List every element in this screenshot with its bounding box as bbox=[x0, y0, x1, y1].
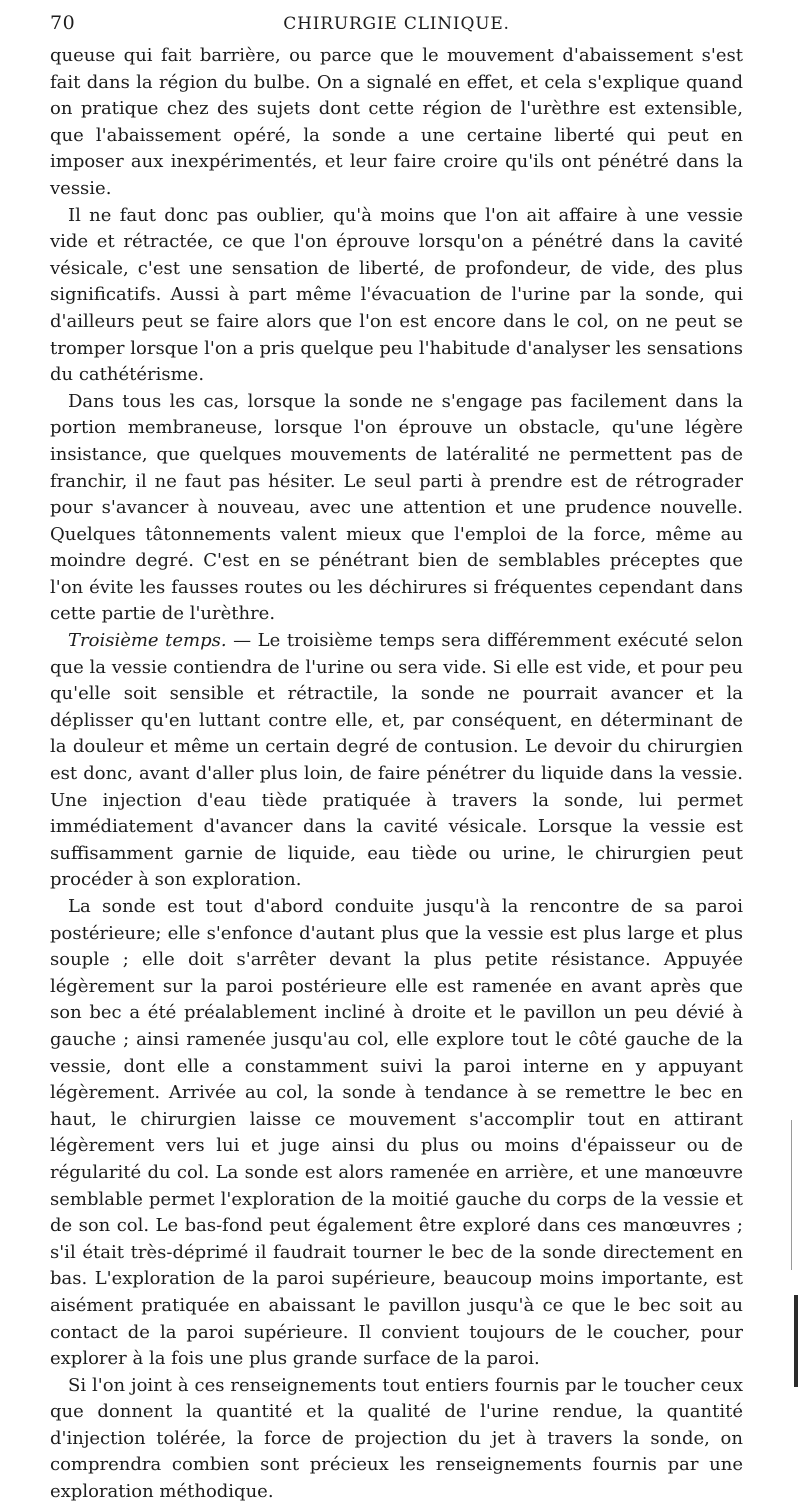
body-text bbox=[50, 43, 743, 1506]
paragraph-2: Il ne faut donc pas oublier, qu'à moins que l'on ait affaire à une vessie vide et rétractée, ce que l'on éprouve lorsqu'on a pénétré dans la cavité vésicale, c'est une sensation de liberté, de profondeur, de vide, des plus significatifs. Aussi à part même l'évacuation de l'urine par la sonde, qui d'ailleurs peut se faire alors que l'on est encore dans le col, on ne peut se tromper lorsque l'on a pris quelque peu l'habitude d'analyser les sensations du cathétérisme. bbox=[50, 204, 743, 386]
paragraph-5: La sonde est tout d'abord conduite jusqu'à la rencontre de sa paroi postérieure; elle s'enfonce d'autant plus que la vessie est plus large et plus souple ; elle doit s'arrêter devant la plus petite résistance. Appuyée légèrement sur la paroi postérieure elle est ramenée en avant après que son bec a été préalablement incliné à droite et le pavillon un peu dévié à gauche ; ainsi ramenée jusqu'au col, elle explore tout le côté gauche de la vessie, dont elle a constamment suivi la paroi interne en y appuyant légèrement. Arrivée au col, la sonde à tendance à se remettre le bec en haut, le chirurgien laisse ce mouvement s'accomplir tout en attirant légèrement vers lui et juge ainsi du plus ou moins d'épaisseur ou de régularité du col. La sonde est alors ramenée en arrière, et une manœuvre semblable permet l'exploration de la moitié gauche du corps de la vessie et de son col. Le bas-fond peut également être exploré dans ces manœuvres ; s'il était très-déprimé il faudrait tourner le bec de la sonde directement en bas. L'exploration de la paroi supérieure, beaucoup moins importante, est aisément pratiquée en abaissant le pavillon jusqu'à ce que le bec soit au contact de la paroi supérieure. Il convient toujours de le coucher, pour explorer à la fois une plus grande surface de la paroi. bbox=[50, 896, 743, 1370]
running-title: CHIRURGIE CLINIQUE. bbox=[283, 14, 510, 34]
page-edge-shadow bbox=[791, 1120, 792, 1270]
page-number: 70 bbox=[50, 12, 76, 34]
paragraph-1: queuse qui fait barrière, ou parce que le mouvement d'abaissement s'est fait dans la région du bulbe. On a signalé en effet, et cela s'explique quand on pratique chez des sujets dont cette région de l'urèthre est extensible, que l'abaissement opéré, la sonde a une certaine liberté qui peut en imposer aux inexpérimentés, et leur faire croire qu'ils ont pénétré dans la vessie. bbox=[50, 45, 743, 199]
section-label-third-time: Troisième temps. bbox=[68, 630, 227, 652]
paragraph-6: Si l'on joint à ces renseignements tout entiers fournis par le toucher ceux que donnent la quantité et la qualité de l'urine rendue, la quantité d'injection tolérée, la force de projection du jet à travers la sonde, on comprendra combien sont précieux les renseignements fournis par une exploration méthodique. bbox=[50, 1374, 743, 1503]
paragraph-4 bbox=[50, 628, 743, 894]
paragraph-3: Dans tous les cas, lorsque la sonde ne s'engage pas facilement dans la portion membraneuse, lorsque l'on éprouve un obstacle, qu'une légère insistance, que quelques mouvements de latéralité ne permettent pas de franchir, il ne faut pas hésiter. Le seul parti à prendre est de rétrograder pour s'avancer à nouveau, avec une attention et une prudence nouvelle. Quelques tâtonnements valent mieux que l'emploi de la force, même au moindre degré. C'est en se pénétrant bien de semblables préceptes que l'on évite les fausses routes ou les déchirures si fréquentes cependant dans cette partie de l'urèthre. bbox=[50, 390, 743, 625]
paragraph-4-text: — Le troisième temps sera différemment exécuté selon que la vessie contiendra de l'urine ou sera vide. Si elle est vide, et pour peu qu'elle soit sensible et rétractile, la sonde ne pourrait avancer et la déplisser qu'en luttant contre elle, et, par conséquent, en déterminant de la douleur et même un certain degré de contusion. Le devoir du chirurgien est donc, avant d'aller plus loin, de faire pénétrer du liquide dans la vessie. Une injection d'eau tiède pratiquée à travers la sonde, lui permet immédiatement d'avancer dans la cavité vésicale. Lorsque la vessie est suffisamment garnie de liquide, eau tiède ou urine, le chirurgien peut procéder à son exploration. bbox=[50, 630, 744, 891]
page-edge-mark bbox=[794, 1295, 798, 1387]
